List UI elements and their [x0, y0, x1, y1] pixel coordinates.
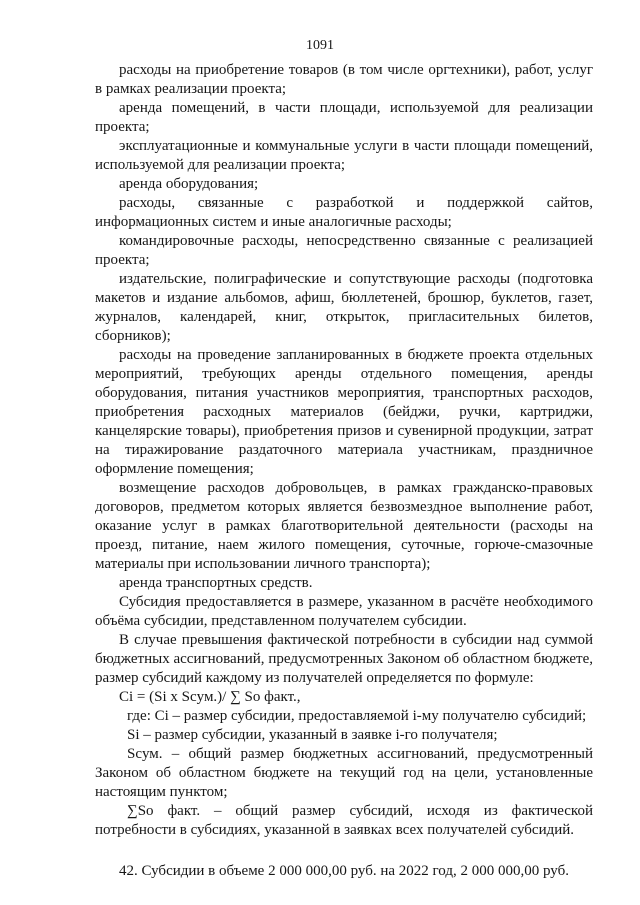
paragraph: аренда транспортных средств.	[119, 575, 313, 591]
formula: Ci = (Si x Scум.)/ ∑ So факт.,	[119, 689, 301, 705]
paragraph: Субсидия предоставляется в размере, указанном в расчёте необходимого объёма субсидии, представленном получателем субсидии.	[95, 594, 593, 629]
formula-definition: Scум. – общий размер бюджетных ассигнований, предусмотренный Законом об областном бюджете на текущий год на цели, установленные настоящим пунктом;	[95, 746, 593, 800]
paragraph: возмещение расходов добровольцев, в рамках гражданско-правовых договоров, предметом которых является безвозмездное выполнение работ, оказание услуг в рамках благотворительной деятельности (расходы на проезд, питание, наем жилого помещения, суточные, горюче-смазочные материалы при использовании личного транспорта);	[95, 480, 593, 572]
page-number: 1091	[306, 38, 334, 53]
paragraph: расходы на проведение запланированных в бюджете проекта отдельных мероприятий, требующих аренды отдельного помещения, аренды оборудования, питания участников мероприятия, транспортных расходов, приобретения расходных материалов (бейджи, ручки, картриджи, канцелярские товары), приобретения призов и сувенирной продукции, затрат на тиражирование раздаточного материала участникам, праздничное оформление помещения;	[95, 347, 593, 477]
paragraph: аренда помещений, в части площади, используемой для реализации проекта;	[95, 100, 593, 135]
paragraph: расходы на приобретение товаров (в том числе оргтехники), работ, услуг в рамках реализации проекта;	[95, 62, 593, 97]
paragraph: эксплуатационные и коммунальные услуги в части площади помещений, используемой для реализации проекта;	[95, 138, 593, 173]
paragraph: аренда оборудования;	[119, 176, 259, 192]
formula-definition: ∑So факт. – общий размер субсидий, исходя из фактической потребности в субсидиях, указанной в заявках всех получателей субсидий.	[95, 803, 593, 838]
paragraph: командировочные расходы, непосредственно связанные с реализацией проекта;	[95, 233, 593, 268]
formula-definition: где: Ci – размер субсидии, предоставляемой i-му получателю субсидий;	[127, 708, 587, 724]
paragraph-42: 42. Субсидии в объеме 2 000 000,00 руб. на 2022 год, 2 000 000,00 руб.	[119, 863, 569, 879]
document-body	[95, 61, 593, 881]
paragraph: расходы, связанные с разработкой и поддержкой сайтов, информационных систем и иные аналогичные расходы;	[95, 195, 593, 230]
paragraph: издательские, полиграфические и сопутствующие расходы (подготовка макетов и издание альбомов, афиш, бюллетеней, брошюр, буклетов, газет, журналов, календарей, книг, открыток, пригласительных билетов, сборников);	[95, 271, 593, 344]
formula-definition: Si – размер субсидии, указанный в заявке i-го получателя;	[127, 727, 498, 743]
paragraph: В случае превышения фактической потребности в субсидии над суммой бюджетных ассигнований, предусмотренных Законом об областном бюджете, размер субсидий каждому из получателей определяется по формуле:	[95, 632, 593, 686]
